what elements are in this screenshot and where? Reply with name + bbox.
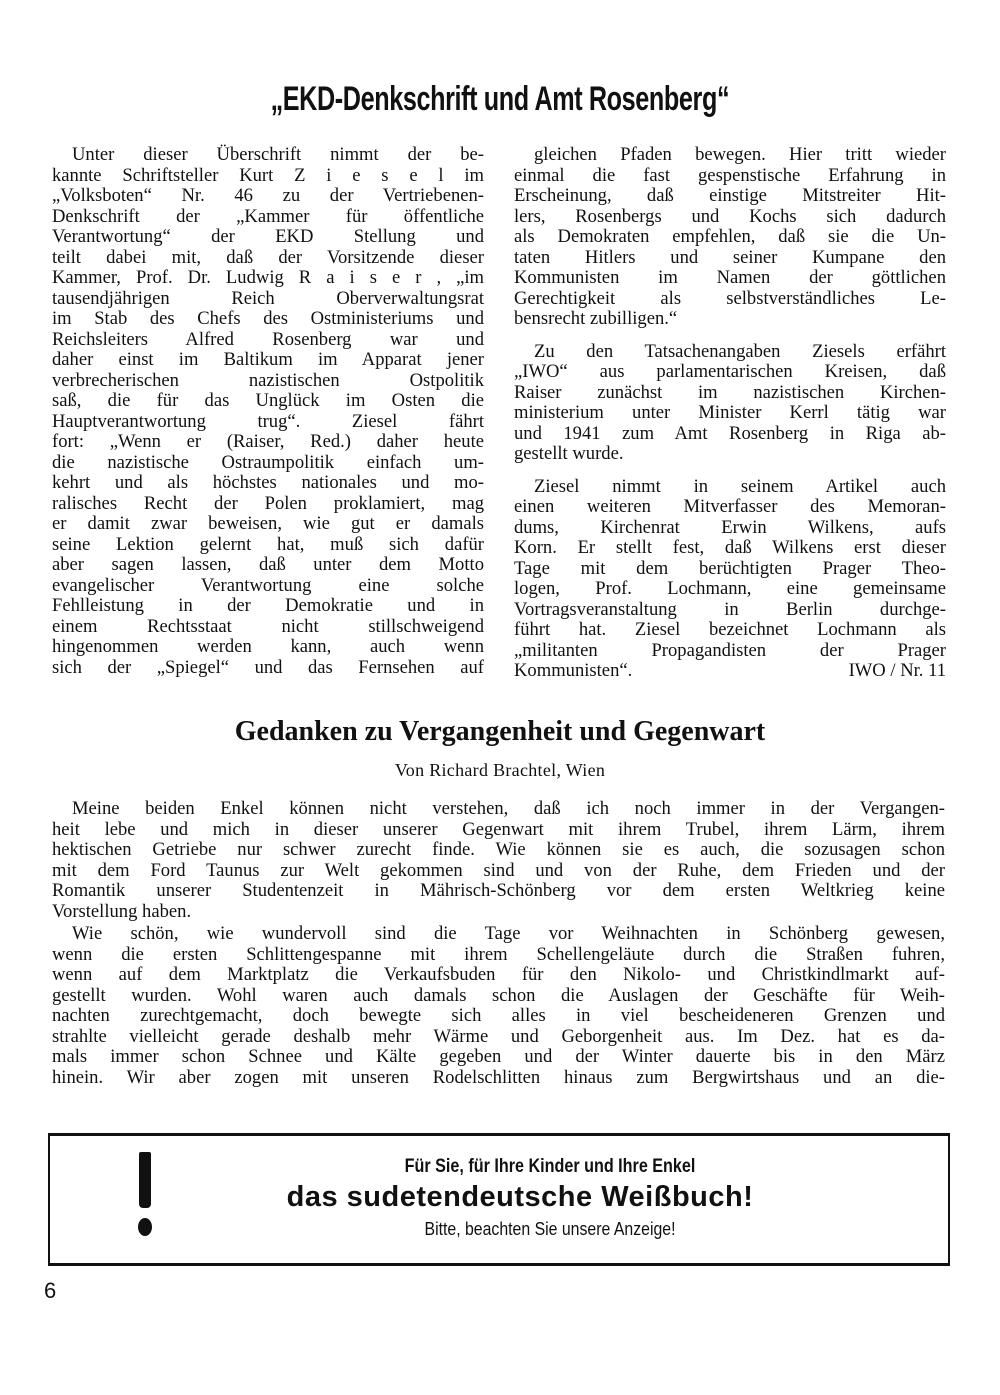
text-line-content: Denkschrift der „Kammer für öffentliche — [52, 205, 484, 227]
text-line-content: und 1941 zum Amt Rosenberg in Riga ab- — [514, 422, 946, 444]
text-line — [52, 1068, 945, 1089]
text-line — [52, 289, 484, 310]
text-line — [52, 799, 945, 820]
text-line — [514, 444, 946, 465]
text-line-content: saß, die für das Unglück im Osten die — [52, 390, 484, 411]
ad-line-3: Bitte, beachten Sie unsere Anzeige! — [424, 1219, 676, 1239]
text-line-content: Reichsleiters Alfred Rosenberg war und — [52, 328, 484, 350]
text-line — [514, 641, 946, 662]
text-line-content: ministerium unter Minister Kerrl tätig war — [514, 402, 946, 423]
text-line-content: seine Lektion gelernt hat, muß sich dafür — [52, 533, 484, 555]
paragraph — [514, 477, 946, 682]
text-line — [514, 145, 946, 166]
text-line-content: bensrecht zubilligen.“ — [514, 308, 678, 329]
text-line — [52, 494, 484, 515]
text-line — [514, 424, 946, 445]
text-line-content: gestellt wurden. Wohl waren auch damals schon die Auslagen der Geschäfte für Weih- — [52, 984, 945, 1006]
text-line — [52, 514, 484, 535]
text-line-content: Meine beiden Enkel können nicht verstehen, daß ich noch immer in der Vergangen- — [72, 798, 945, 819]
text-line-content: Tage mit dem berüchtigten Prager Theo- — [514, 557, 946, 579]
text-line-content: ralisches Recht der Polen proklamiert, mag — [52, 492, 484, 514]
text-line-content: Kammer, Prof. Dr. Ludwig R a i s e r , „im — [52, 267, 484, 288]
text-line — [514, 186, 946, 207]
text-line-content: Unter dieser Überschrift nimmt der be- — [72, 144, 484, 165]
article-left-column — [52, 145, 484, 678]
text-line-content: einmal die fast gespenstische Erfahrung in — [514, 164, 946, 186]
paragraph — [514, 342, 946, 465]
second-article-byline: Von Richard Brachtel, Wien — [394, 760, 606, 780]
text-line-content: tausendjährigen Reich Oberverwaltungsrat — [52, 287, 484, 309]
text-line-content: lers, Rosenbergs und Kochs sich dadurch — [514, 205, 946, 227]
text-line-content: „militanten Propagandisten der Prager — [514, 639, 946, 661]
text-line-content: einem Rechtsstaat nicht stillschweigend — [52, 615, 484, 637]
text-line-content: wenn auf dem Marktplatz die Verkaufsbuden für den Nikolo- und Christkindlmarkt auf- — [52, 964, 945, 985]
text-line-content: hektischen Getriebe nur schwer zurecht finde. Wie können sie es auch, die sozusagen schon — [52, 839, 945, 860]
text-line — [514, 342, 946, 363]
article-right-column — [514, 145, 946, 682]
text-line — [52, 637, 484, 658]
text-line-content: Gerechtigkeit als selbstverständliches Le- — [514, 287, 946, 309]
text-line — [514, 207, 946, 228]
paragraph — [52, 924, 945, 1088]
text-line — [52, 350, 484, 371]
text-line — [514, 383, 946, 404]
text-line — [52, 248, 484, 269]
text-line — [514, 227, 946, 248]
text-line — [52, 1047, 945, 1068]
text-line-content: teilt dabei mit, daß der Vorsitzende dieser — [52, 246, 484, 268]
text-line-content: verbrecherischen nazistischen Ostpolitik — [52, 369, 484, 391]
text-line-content: einen weiteren Mitverfasser des Memoran- — [514, 496, 946, 517]
text-line — [52, 986, 945, 1007]
text-line-content: Kommunisten im Namen der göttlichen — [514, 267, 946, 288]
text-line-content: „Volksboten“ Nr. 46 zu der Vertriebenen- — [52, 185, 484, 206]
text-line-content: dums, Kirchenrat Erwin Wilkens, aufs — [514, 516, 946, 538]
text-line — [514, 559, 946, 580]
text-line-content: hingenommen werden kann, auch wenn — [52, 636, 484, 657]
text-line — [52, 902, 945, 923]
text-line-content: gestellt wurde. — [514, 443, 624, 464]
text-line — [514, 403, 946, 424]
text-line-content: evangelischer Verantwortung eine solche — [52, 574, 484, 596]
text-line-content: Vortragsveranstaltung in Berlin durchge- — [514, 598, 946, 620]
text-line — [52, 412, 484, 433]
text-line — [52, 186, 484, 207]
text-line-content: aber sagen lassen, daß unter dem Motto — [52, 554, 484, 575]
text-line-content: Ziesel nimmt in seinem Artikel auch — [534, 475, 946, 497]
text-line — [52, 596, 484, 617]
text-line — [514, 268, 946, 289]
text-line — [52, 371, 484, 392]
text-line — [514, 579, 946, 600]
text-line-content: führt hat. Ziesel bezeichnet Lochmann als — [514, 619, 946, 640]
text-line — [52, 945, 945, 966]
text-line-content: kannte Schriftsteller Kurt Z i e s e l im — [52, 164, 484, 186]
text-line — [52, 227, 484, 248]
text-line — [514, 518, 946, 539]
text-line-content: Raiser zunächst im nazistischen Kirchen- — [514, 381, 946, 403]
text-line-content: Korn. Er stellt fest, daß Wilkens erst dieser — [514, 537, 946, 558]
text-line — [514, 661, 946, 682]
page-number: 6 — [44, 1278, 57, 1303]
text-line — [514, 166, 946, 187]
text-line — [52, 453, 484, 474]
ad-line-1: Für Sie, für Ihre Kinder und Ihre Enkel — [404, 1156, 696, 1177]
text-line-content: Vorstellung haben. — [52, 900, 192, 922]
text-line — [52, 535, 484, 556]
second-article-title: Gedanken zu Vergangenheit und Gegenwart — [234, 716, 766, 747]
text-line-content: nachten zurechtgemacht, doch bewegte sich alles in viel bescheideneren Grenzen und — [52, 1005, 945, 1026]
text-line-content: Romantik unserer Studentenzeit in Mährisch-Schönberg vor dem ersten Weltkrieg keine — [52, 880, 945, 901]
text-line-content: sich der „Spiegel“ und das Fernsehen auf — [52, 656, 484, 678]
text-line — [514, 477, 946, 498]
text-line — [514, 248, 946, 269]
text-line-content: mals immer schon Schnee und Kälte gegeben und der Winter dauerte bis in den März — [52, 1046, 945, 1067]
text-line — [52, 473, 484, 494]
text-line — [514, 620, 946, 641]
text-line-content: im Stab des Chefs des Ostministeriums und — [52, 308, 484, 329]
text-line — [514, 309, 946, 330]
text-line — [52, 268, 484, 289]
text-line — [514, 362, 946, 383]
text-line-content: strahlte vielleicht gerade deshalb mehr Wärme und Geborgenheit aus. Im Dez. hat es da- — [52, 1025, 945, 1047]
text-line — [52, 881, 945, 902]
advertisement-box — [48, 1133, 950, 1266]
text-line-content: Fehlleistung in der Demokratie und in — [52, 595, 484, 616]
text-line-content: fort: „Wenn er (Raiser, Red.) daher heute — [52, 431, 484, 452]
text-line-content: gleichen Pfaden bewegen. Hier tritt wieder — [534, 144, 946, 165]
paragraph — [52, 799, 945, 922]
text-line — [52, 576, 484, 597]
text-line-content: taten Hitlers und seiner Kumpane den — [514, 246, 946, 268]
text-line — [52, 145, 484, 166]
text-line — [52, 861, 945, 882]
text-line — [52, 658, 484, 679]
text-line — [52, 965, 945, 986]
paragraph — [514, 145, 946, 330]
text-line-content: kehrt und als höchstes nationales und mo- — [52, 472, 484, 493]
text-line — [52, 617, 484, 638]
text-line-content: hinein. Wir aber zogen mit unseren Rodelschlitten hinaus zum Bergwirtshaus und an die- — [52, 1066, 945, 1088]
text-line — [52, 391, 484, 412]
text-line — [52, 1006, 945, 1027]
exclamation-icon — [138, 1152, 152, 1242]
text-line-content: mit dem Ford Taunus zur Welt gekommen sind und von der Ruhe, dem Frieden und der — [52, 859, 945, 881]
text-line — [52, 1027, 945, 1048]
text-line-content: Erscheinung, daß einstige Mitstreiter Hit- — [514, 185, 946, 206]
article-source: IWO / Nr. 11 — [848, 660, 946, 681]
text-line — [52, 555, 484, 576]
text-line — [52, 820, 945, 841]
text-line — [52, 166, 484, 187]
text-line — [52, 840, 945, 861]
text-line — [514, 538, 946, 559]
text-line-content: Zu den Tatsachenangaben Ziesels erfährt — [534, 340, 946, 362]
text-line-content: er damit zwar beweisen, wie gut er damals — [52, 513, 484, 534]
text-line — [52, 432, 484, 453]
text-line-content: daher einst im Baltikum im Apparat jener — [52, 349, 484, 370]
text-line-content: Hauptverantwortung trug“. Ziesel fährt — [52, 410, 484, 432]
text-line-content: als Demokraten empfehlen, daß sie die Un- — [514, 226, 946, 247]
article-title-text: „EKD-Denkschrift und Amt Rosenberg“ — [270, 80, 730, 118]
text-line-content: Wie schön, wie wundervoll sind die Tage vor Weihnachten in Schönberg gewesen, — [72, 923, 945, 944]
text-line — [52, 309, 484, 330]
text-line — [52, 207, 484, 228]
paragraph — [52, 145, 484, 678]
text-line-content: logen, Prof. Lochmann, eine gemeinsame — [514, 578, 946, 599]
text-line-content: die nazistische Ostraumpolitik einfach um- — [52, 451, 484, 473]
text-line-content: „IWO“ aus parlamentarischen Kreisen, daß — [514, 361, 946, 382]
article-title — [0, 80, 1000, 119]
text-line — [52, 330, 484, 351]
text-line — [52, 924, 945, 945]
text-line — [514, 600, 946, 621]
ad-headline: das sudetendeutsche Weißbuch! — [286, 1181, 754, 1213]
text-line — [514, 497, 946, 518]
text-line — [514, 289, 946, 310]
text-line-content: Kommunisten“. — [514, 660, 633, 681]
text-line-content: heit lebe und mich in dieser unserer Gegenwart mit ihrem Trubel, ihrem Lärm, ihrem — [52, 818, 945, 840]
second-article-body — [52, 799, 945, 1088]
text-line-content: Verantwortung“ der EKD Stellung und — [52, 226, 484, 247]
text-line-content: wenn die ersten Schlittengespanne mit ihrem Schellengeläute durch die Straßen fuhren, — [52, 943, 945, 965]
